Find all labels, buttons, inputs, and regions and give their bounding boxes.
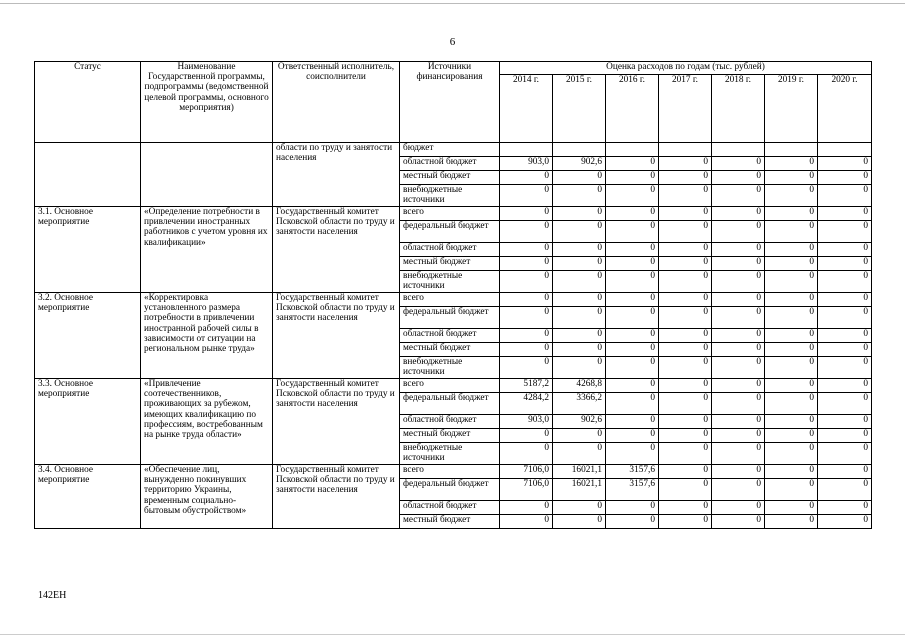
status-cell: 3.3. Основное мероприятие [35, 379, 141, 465]
value-cell: 0 [659, 415, 712, 429]
value-cell: 0 [606, 307, 659, 329]
value-cell: 0 [712, 515, 765, 529]
funding-source-cell: федеральный бюджет [400, 393, 500, 415]
header-year: 2015 г. [553, 75, 606, 143]
value-cell: 0 [818, 465, 872, 479]
table-row [35, 465, 872, 479]
value-cell: 0 [606, 257, 659, 271]
header-year: 2017 г. [659, 75, 712, 143]
value-cell: 0 [553, 343, 606, 357]
program-name-cell [141, 143, 273, 207]
value-cell: 0 [712, 243, 765, 257]
value-cell: 0 [659, 293, 712, 307]
value-cell: 0 [500, 271, 553, 293]
value-cell: 0 [553, 293, 606, 307]
value-cell [500, 143, 553, 157]
value-cell: 0 [818, 379, 872, 393]
value-cell: 0 [659, 479, 712, 501]
value-cell: 0 [659, 207, 712, 221]
value-cell: 0 [818, 157, 872, 171]
value-cell: 0 [765, 479, 818, 501]
header-expense-estimate: Оценка расходов по годам (тыс. рублей) [500, 62, 872, 75]
value-cell: 0 [553, 271, 606, 293]
value-cell: 0 [606, 271, 659, 293]
value-cell: 0 [500, 429, 553, 443]
funding-source-cell: всего [400, 379, 500, 393]
value-cell: 0 [659, 171, 712, 185]
value-cell: 0 [606, 515, 659, 529]
value-cell: 0 [818, 479, 872, 501]
value-cell: 0 [553, 501, 606, 515]
value-cell: 0 [659, 501, 712, 515]
value-cell: 0 [606, 357, 659, 379]
header-program-name: Наименование Государственной программы, подпрограммы (ведомственной целевой программы, основного мероприятия) [141, 62, 273, 143]
funding-source-cell: местный бюджет [400, 171, 500, 185]
funding-source-cell: бюджет [400, 143, 500, 157]
value-cell: 0 [818, 207, 872, 221]
value-cell [818, 143, 872, 157]
value-cell: 0 [606, 429, 659, 443]
value-cell: 0 [765, 501, 818, 515]
page-number: 6 [449, 36, 456, 48]
funding-source-cell: внебюджетные источники [400, 185, 500, 207]
value-cell: 0 [765, 243, 818, 257]
value-cell: 0 [606, 243, 659, 257]
value-cell: 7106,0 [500, 465, 553, 479]
value-cell: 4284,2 [500, 393, 553, 415]
footer-document-code: 142ЕН [38, 590, 67, 601]
budget-table [34, 61, 872, 529]
value-cell: 0 [712, 293, 765, 307]
value-cell: 0 [606, 329, 659, 343]
value-cell: 0 [712, 329, 765, 343]
value-cell: 0 [500, 243, 553, 257]
value-cell: 0 [712, 501, 765, 515]
value-cell: 0 [712, 343, 765, 357]
header-responsible: Ответственный исполнитель, соисполнители [273, 62, 400, 143]
value-cell: 0 [818, 415, 872, 429]
value-cell: 0 [553, 515, 606, 529]
funding-source-cell: федеральный бюджет [400, 221, 500, 243]
funding-source-cell: внебюджетные источники [400, 271, 500, 293]
value-cell: 0 [500, 501, 553, 515]
table-row [35, 293, 872, 307]
value-cell: 0 [818, 257, 872, 271]
value-cell: 0 [553, 243, 606, 257]
value-cell: 0 [659, 257, 712, 271]
value-cell: 0 [659, 379, 712, 393]
value-cell: 0 [500, 443, 553, 465]
value-cell: 0 [712, 185, 765, 207]
value-cell: 0 [553, 357, 606, 379]
value-cell: 0 [765, 221, 818, 243]
responsible-cell: Государственный комитет Псковской области по труду и занятости населения [273, 465, 400, 529]
value-cell: 0 [606, 221, 659, 243]
funding-source-cell: местный бюджет [400, 343, 500, 357]
value-cell: 0 [659, 357, 712, 379]
value-cell: 0 [659, 185, 712, 207]
value-cell: 0 [500, 207, 553, 221]
funding-source-cell: всего [400, 293, 500, 307]
value-cell: 0 [818, 343, 872, 357]
value-cell: 0 [765, 429, 818, 443]
table-header [35, 62, 872, 143]
value-cell: 0 [818, 271, 872, 293]
program-name-cell: «Определение потребности в привлечении иностранных работников с учетом уровня их квалификации» [141, 207, 273, 293]
value-cell: 0 [553, 429, 606, 443]
value-cell: 0 [818, 185, 872, 207]
value-cell: 0 [818, 221, 872, 243]
value-cell: 0 [500, 329, 553, 343]
value-cell: 0 [500, 357, 553, 379]
value-cell: 0 [712, 429, 765, 443]
funding-source-cell: местный бюджет [400, 257, 500, 271]
table-row [35, 143, 872, 157]
value-cell: 0 [659, 393, 712, 415]
value-cell: 0 [500, 307, 553, 329]
value-cell [553, 143, 606, 157]
value-cell: 0 [500, 515, 553, 529]
scan-edge-bottom [0, 634, 905, 635]
value-cell: 4268,8 [553, 379, 606, 393]
value-cell: 0 [659, 443, 712, 465]
value-cell: 0 [606, 379, 659, 393]
value-cell: 0 [765, 343, 818, 357]
value-cell: 0 [553, 171, 606, 185]
value-cell: 0 [818, 357, 872, 379]
value-cell: 0 [659, 243, 712, 257]
value-cell: 0 [712, 379, 765, 393]
value-cell: 0 [765, 293, 818, 307]
header-year: 2014 г. [500, 75, 553, 143]
value-cell: 0 [500, 171, 553, 185]
value-cell: 0 [818, 329, 872, 343]
value-cell: 0 [712, 221, 765, 243]
value-cell: 0 [765, 157, 818, 171]
table-row [35, 207, 872, 221]
scan-edge-top [0, 3, 905, 4]
value-cell: 0 [553, 329, 606, 343]
value-cell: 0 [818, 501, 872, 515]
value-cell: 0 [500, 185, 553, 207]
value-cell: 0 [765, 379, 818, 393]
responsible-cell: Государственный комитет Псковской области по труду и занятости населения [273, 293, 400, 379]
value-cell: 0 [659, 329, 712, 343]
responsible-cell: Государственный комитет Псковской области по труду и занятости населения [273, 207, 400, 293]
funding-source-cell: областной бюджет [400, 243, 500, 257]
value-cell: 0 [553, 307, 606, 329]
value-cell: 0 [712, 307, 765, 329]
status-cell [35, 143, 141, 207]
header-year: 2016 г. [606, 75, 659, 143]
value-cell: 0 [553, 221, 606, 243]
value-cell: 0 [765, 257, 818, 271]
value-cell: 0 [659, 465, 712, 479]
value-cell: 0 [765, 207, 818, 221]
value-cell: 0 [818, 393, 872, 415]
value-cell: 0 [712, 443, 765, 465]
value-cell: 0 [553, 443, 606, 465]
value-cell: 0 [818, 515, 872, 529]
value-cell: 0 [818, 171, 872, 185]
value-cell: 0 [606, 343, 659, 357]
value-cell: 0 [818, 429, 872, 443]
status-cell: 3.2. Основное мероприятие [35, 293, 141, 379]
value-cell [712, 143, 765, 157]
status-cell: 3.1. Основное мероприятие [35, 207, 141, 293]
value-cell [765, 143, 818, 157]
value-cell: 902,6 [553, 157, 606, 171]
responsible-cell: области по труду и занятости населения [273, 143, 400, 207]
value-cell: 0 [606, 157, 659, 171]
value-cell: 3366,2 [553, 393, 606, 415]
value-cell: 0 [553, 207, 606, 221]
value-cell: 0 [500, 343, 553, 357]
funding-source-cell: областной бюджет [400, 415, 500, 429]
value-cell: 0 [765, 515, 818, 529]
value-cell: 0 [712, 465, 765, 479]
header-year: 2019 г. [765, 75, 818, 143]
value-cell: 0 [765, 357, 818, 379]
program-name-cell: «Обеспечение лиц, вынужденно покинувших территорию Украины, временным социально-бытовым обустройством» [141, 465, 273, 529]
value-cell: 0 [765, 415, 818, 429]
header-status: Статус [35, 62, 141, 143]
value-cell: 0 [606, 415, 659, 429]
value-cell: 903,0 [500, 415, 553, 429]
value-cell: 0 [606, 207, 659, 221]
value-cell: 0 [765, 465, 818, 479]
value-cell: 0 [659, 157, 712, 171]
value-cell: 7106,0 [500, 479, 553, 501]
value-cell: 16021,1 [553, 465, 606, 479]
funding-source-cell: областной бюджет [400, 157, 500, 171]
value-cell: 0 [606, 501, 659, 515]
value-cell: 0 [659, 343, 712, 357]
value-cell: 0 [659, 271, 712, 293]
funding-source-cell: областной бюджет [400, 501, 500, 515]
value-cell: 0 [606, 185, 659, 207]
table-row [35, 379, 872, 393]
funding-source-cell: всего [400, 207, 500, 221]
value-cell: 0 [765, 329, 818, 343]
value-cell: 0 [712, 157, 765, 171]
value-cell: 0 [765, 443, 818, 465]
value-cell: 0 [712, 357, 765, 379]
value-cell: 0 [659, 307, 712, 329]
value-cell: 0 [712, 415, 765, 429]
responsible-cell: Государственный комитет Псковской области по труду и занятости населения [273, 379, 400, 465]
value-cell: 0 [712, 207, 765, 221]
value-cell: 0 [500, 221, 553, 243]
header-year: 2020 г. [818, 75, 872, 143]
funding-source-cell: внебюджетные источники [400, 357, 500, 379]
value-cell: 0 [818, 443, 872, 465]
value-cell: 16021,1 [553, 479, 606, 501]
value-cell: 0 [606, 393, 659, 415]
value-cell: 0 [765, 185, 818, 207]
value-cell: 0 [500, 257, 553, 271]
value-cell: 0 [712, 271, 765, 293]
value-cell: 903,0 [500, 157, 553, 171]
value-cell: 0 [553, 185, 606, 207]
funding-source-cell: местный бюджет [400, 515, 500, 529]
value-cell: 0 [765, 393, 818, 415]
value-cell: 0 [712, 171, 765, 185]
value-cell: 3157,6 [606, 465, 659, 479]
value-cell: 0 [818, 307, 872, 329]
status-cell: 3.4. Основное мероприятие [35, 465, 141, 529]
value-cell: 3157,6 [606, 479, 659, 501]
value-cell [606, 143, 659, 157]
value-cell: 0 [500, 293, 553, 307]
funding-source-cell: местный бюджет [400, 429, 500, 443]
value-cell: 0 [765, 171, 818, 185]
value-cell: 0 [818, 293, 872, 307]
value-cell: 0 [765, 307, 818, 329]
value-cell: 0 [659, 221, 712, 243]
value-cell [659, 143, 712, 157]
value-cell: 0 [606, 443, 659, 465]
value-cell: 0 [818, 243, 872, 257]
funding-source-cell: областной бюджет [400, 329, 500, 343]
value-cell: 0 [659, 429, 712, 443]
value-cell: 0 [606, 293, 659, 307]
program-name-cell: «Привлечение соотечественников, проживающих за рубежом, имеющих квалификацию по профессиям, востребованным на рынке труда области» [141, 379, 273, 465]
value-cell: 0 [765, 271, 818, 293]
value-cell: 0 [553, 257, 606, 271]
funding-source-cell: внебюджетные источники [400, 443, 500, 465]
program-name-cell: «Корректировка установленного размера потребности в привлечении иностранной рабочей силы в зависимости от ситуации на региональном рынке труда» [141, 293, 273, 379]
value-cell: 0 [606, 171, 659, 185]
value-cell: 0 [659, 515, 712, 529]
value-cell: 0 [712, 393, 765, 415]
funding-source-cell: всего [400, 465, 500, 479]
value-cell: 5187,2 [500, 379, 553, 393]
header-funding-sources: Источники финансирования [400, 62, 500, 143]
header-year: 2018 г. [712, 75, 765, 143]
value-cell: 0 [712, 479, 765, 501]
value-cell: 902,6 [553, 415, 606, 429]
funding-source-cell: федеральный бюджет [400, 479, 500, 501]
value-cell: 0 [712, 257, 765, 271]
funding-source-cell: федеральный бюджет [400, 307, 500, 329]
